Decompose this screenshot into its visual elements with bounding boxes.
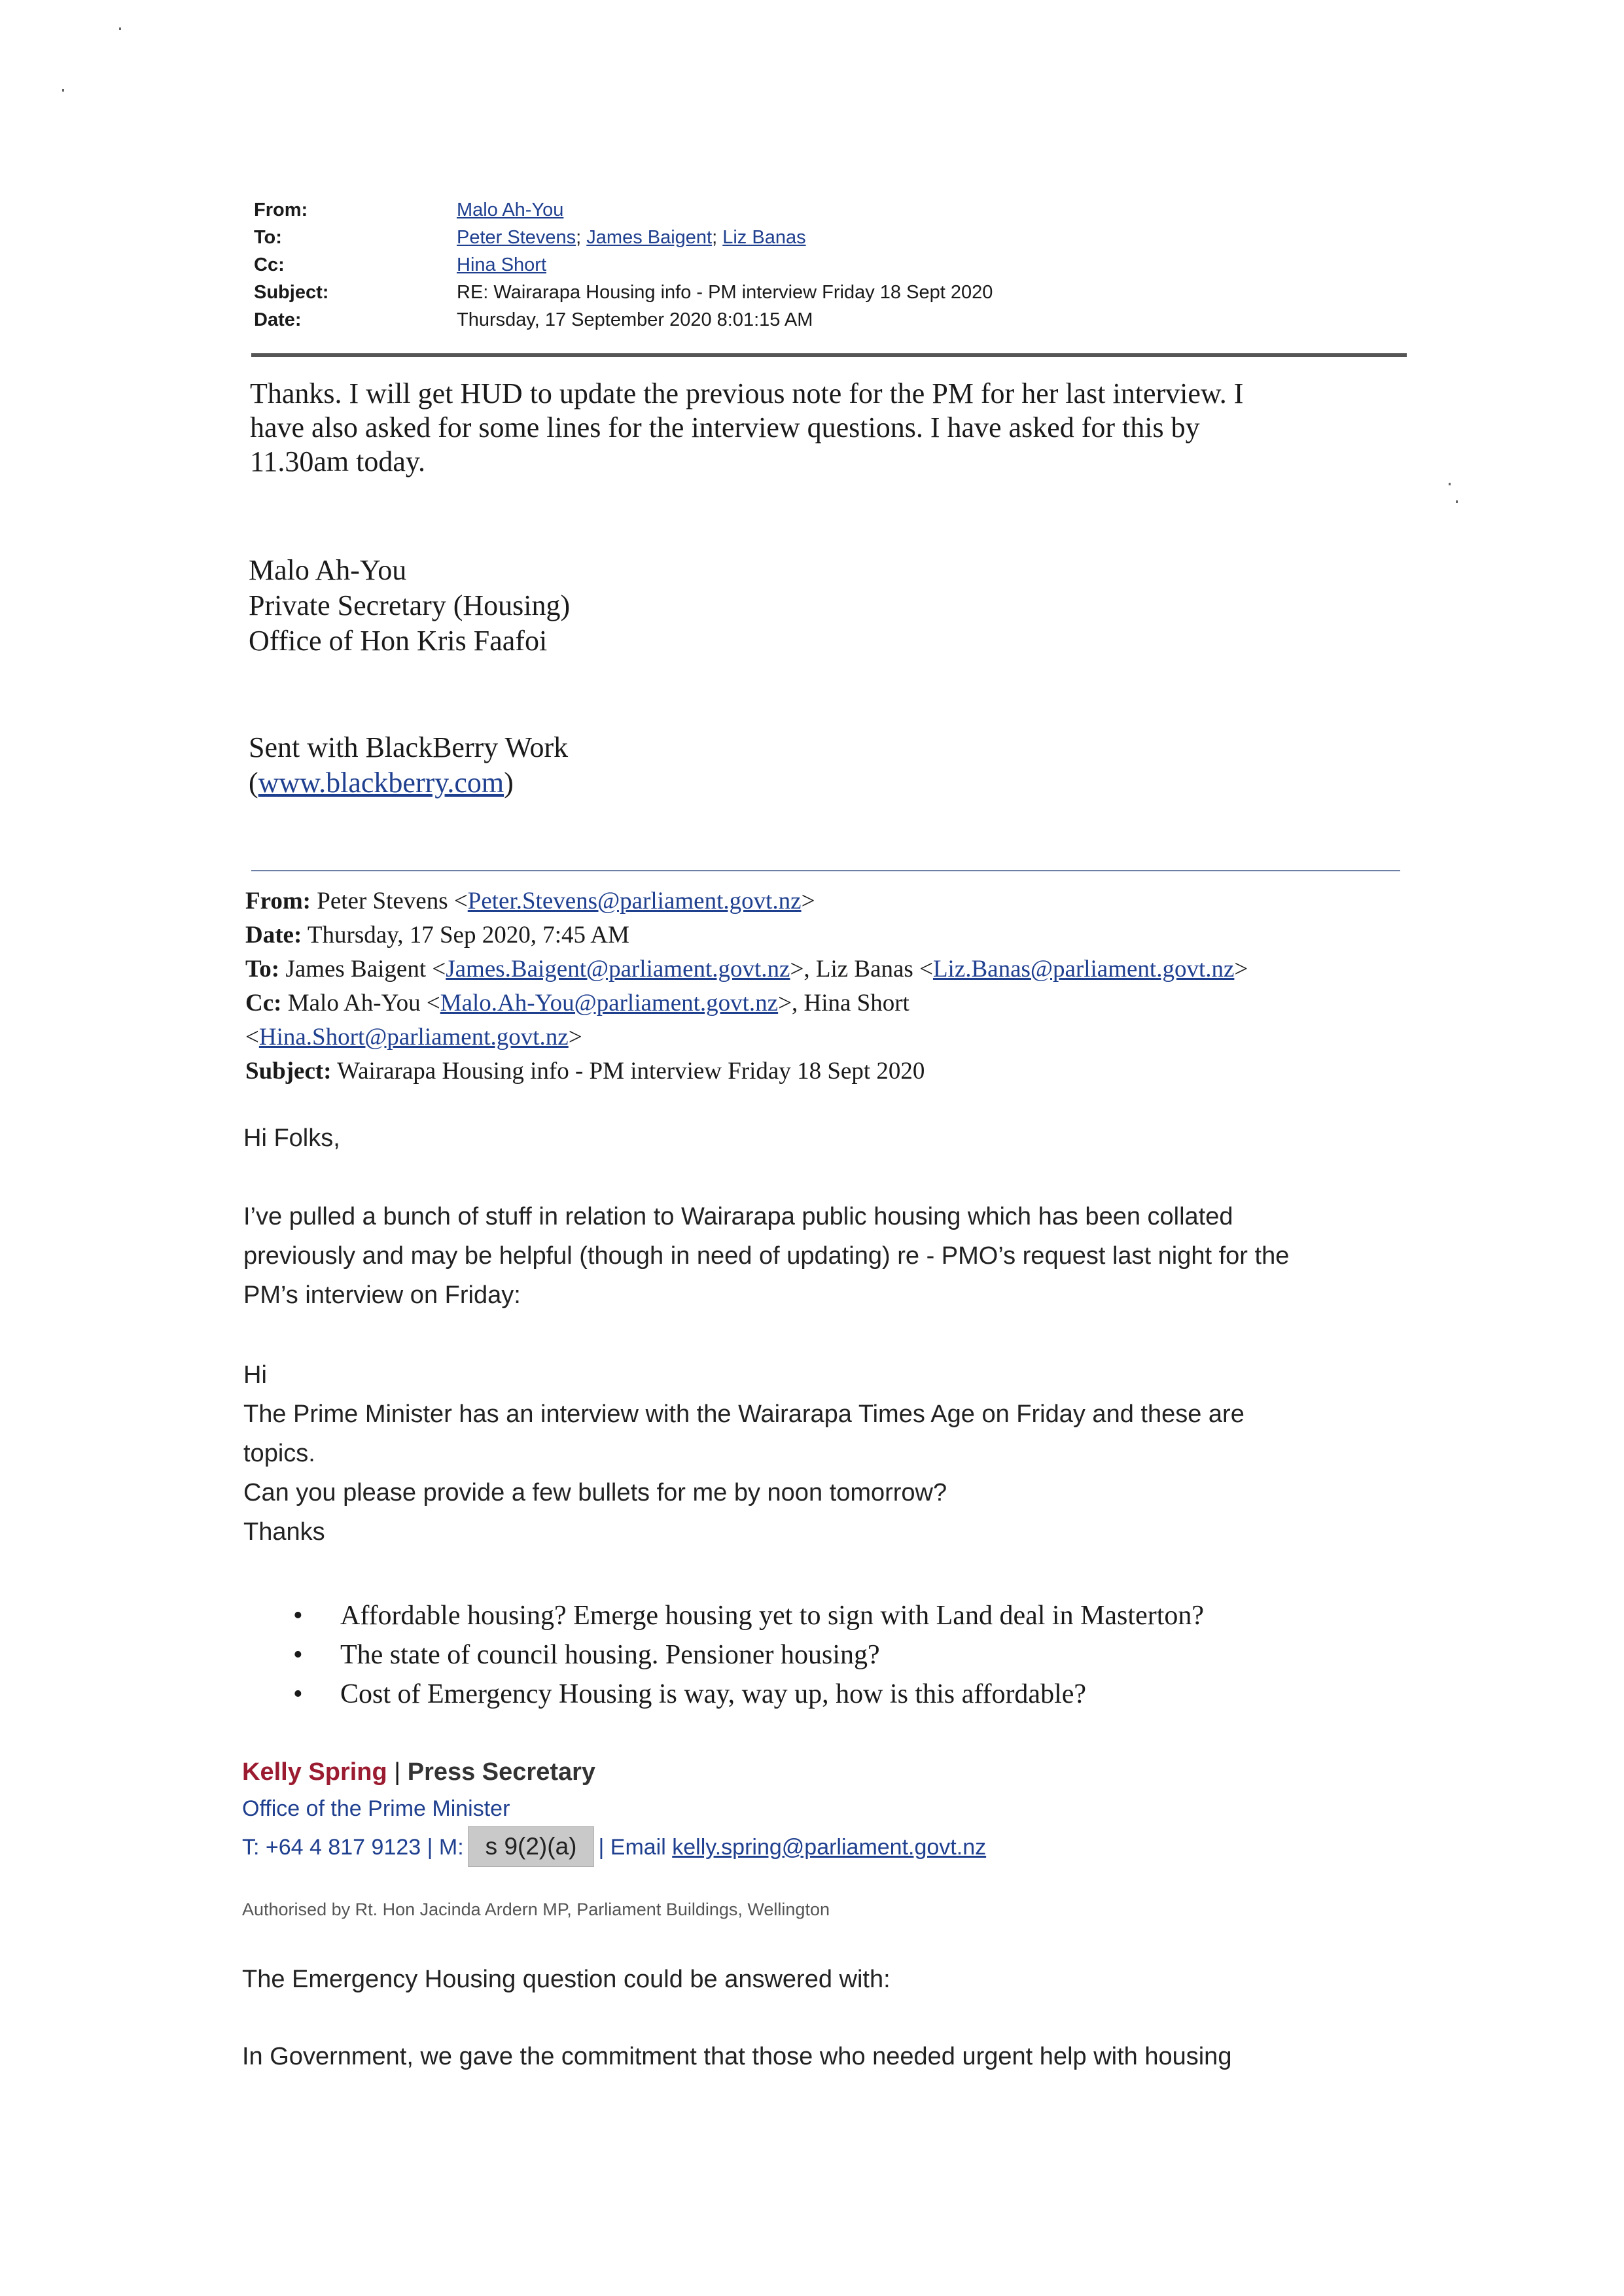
fwd-text: >, Liz Banas < [790,956,933,983]
reply-line: Thanks. I will get HUD to update the previous note for the PM for her last interview. I [250,377,1244,409]
message-greeting [243,1119,1434,1158]
office-text: Office of the Prime Minister [242,1796,510,1821]
press-name: Kelly Spring [242,1758,387,1786]
email-link[interactable]: Malo.Ah-You@parliament.govt.nz [440,990,779,1017]
phone-text: T: +64 4 817 9123 | M: [242,1835,464,1860]
header-from-row [254,196,993,224]
intro-line: previously and may be helpful (though in need of updating) re - PMO’s request last night for the [243,1242,1290,1270]
header-cc-link[interactable]: Hina Short [457,254,547,275]
scan-speck [1456,500,1458,503]
press-signature [242,1753,1433,1791]
quoted-line: The Prime Minister has an interview with the Wairarapa Times Age on Friday and these are [243,1400,1244,1428]
signature-line: Private Secretary (Housing) [249,589,571,621]
scan-speck [62,89,64,92]
header-label: Date: [254,309,302,330]
fwd-text: > [801,888,815,914]
fwd-label: From: [245,888,311,914]
bullet-item: • Cost of Emergency Housing is way, way up, how is this affordable? [249,1675,1439,1714]
header-date-row [254,306,993,334]
bullet-item: • Affordable housing? Emerge housing yet to sign with Land deal in Masterton? [249,1596,1439,1635]
signature-line: Malo Ah-You [249,554,407,586]
fwd-text: Peter Stevens < [317,888,468,914]
quoted-request [243,1355,1434,1552]
blackberry-link[interactable]: www.blackberry.com [258,767,504,799]
paren: ) [504,767,514,799]
authorised-line [242,1900,1433,1920]
email-link[interactable]: Liz.Banas@parliament.govt.nz [932,956,1235,983]
fwd-label: Subject: [245,1058,332,1085]
press-office [242,1791,1433,1826]
closing-text: In Government, we gave the commitment that those who needed urgent help with housing [242,2043,1232,2070]
header-subject-row [254,279,993,306]
greeting-text: Hi Folks, [243,1124,340,1152]
recipient-link[interactable]: James Baigent [586,227,713,248]
header-from-link[interactable]: Malo Ah-You [457,200,564,220]
header-date: Thursday, 17 September 2020 8:01:15 AM [457,309,813,330]
email-prefix: | Email [598,1835,673,1860]
email-link[interactable]: Hina.Short@parliament.govt.nz [258,1024,569,1051]
fwd-text: Thursday, 17 Sep 2020, 7:45 AM [307,922,629,948]
forward-divider [251,870,1400,871]
header-cc-row [254,251,993,279]
signature-line: Office of Hon Kris Faafoi [249,625,548,657]
fwd-cc-row [245,986,1423,1020]
header-subject: RE: Wairarapa Housing info - PM interview Friday 18 Sept 2020 [457,282,993,303]
message-intro [243,1197,1434,1315]
fwd-to-row [245,952,1423,986]
header-label: Cc: [254,254,285,275]
quoted-line: Hi [243,1361,267,1389]
email-link[interactable]: Peter.Stevens@parliament.govt.nz [467,888,802,914]
separator: | [387,1758,408,1786]
intro-line: I’ve pulled a bunch of stuff in relation to Wairarapa public housing which has been collated [243,1203,1233,1230]
sent-with-block [249,730,568,801]
fwd-text: > [568,1024,582,1051]
forwarded-header [245,884,1423,1088]
fwd-label: Cc: [245,990,282,1017]
closing-line-2 [242,2037,1433,2076]
fwd-from-row [245,884,1423,918]
fwd-label: To: [245,956,280,983]
header-label: To: [254,227,282,248]
fwd-text: Malo Ah-You < [287,990,440,1017]
header-to-row [254,224,993,251]
press-contact [242,1826,1433,1867]
bullet-list [249,1596,1439,1714]
email-header [254,196,993,334]
quoted-line: topics. [243,1440,315,1467]
scan-speck [119,27,121,30]
closing-line-1 [242,1960,1433,1999]
fwd-text: > [1234,956,1248,983]
press-name-row [242,1753,1433,1791]
recipient-link[interactable]: Peter Stevens [457,227,576,248]
bullet-item: • The state of council housing. Pensioner housing? [249,1635,1439,1675]
fwd-cc-row-cont [245,1020,1423,1054]
reply-signature [249,553,570,659]
quoted-line: Can you please provide a few bullets for me by noon tomorrow? [243,1479,947,1506]
fwd-text: < [245,1024,259,1051]
header-label: Subject: [254,282,329,303]
sent-with-link-line [249,765,568,801]
fwd-text: James Baigent < [285,956,446,983]
fwd-text: >, Hina Short [778,990,909,1017]
authorised-text: Authorised by Rt. Hon Jacinda Ardern MP, Parliament Buildings, Wellington [242,1900,830,1919]
quoted-line: Thanks [243,1518,325,1546]
press-title: Press Secretary [407,1758,596,1786]
closing-text: The Emergency Housing question could be answered with: [242,1966,891,1993]
fwd-label: Date: [245,922,302,948]
redaction-box: s 9(2)(a) [468,1826,595,1867]
reply-line: have also asked for some lines for the interview questions. I have asked for this by [250,411,1200,444]
reply-line: 11.30am today. [250,445,426,478]
header-divider [251,353,1407,357]
recipient-link[interactable]: Liz Banas [722,227,806,248]
intro-line: PM’s interview on Friday: [243,1281,521,1309]
fwd-text: Wairarapa Housing info - PM interview Friday 18 Sept 2020 [337,1058,925,1085]
paren: ( [249,767,258,799]
email-link[interactable]: James.Baigent@parliament.govt.nz [446,956,790,983]
header-to-value: Peter Stevens; James Baigent; Liz Banas [457,227,806,248]
reply-body [250,377,1415,479]
sent-with-text: Sent with BlackBerry Work [249,731,569,763]
press-email-link[interactable]: kelly.spring@parliament.govt.nz [672,1835,987,1860]
fwd-date-row [245,918,1423,952]
fwd-subject-row [245,1054,1423,1088]
scan-speck [1449,483,1451,485]
header-label: From: [254,200,308,220]
